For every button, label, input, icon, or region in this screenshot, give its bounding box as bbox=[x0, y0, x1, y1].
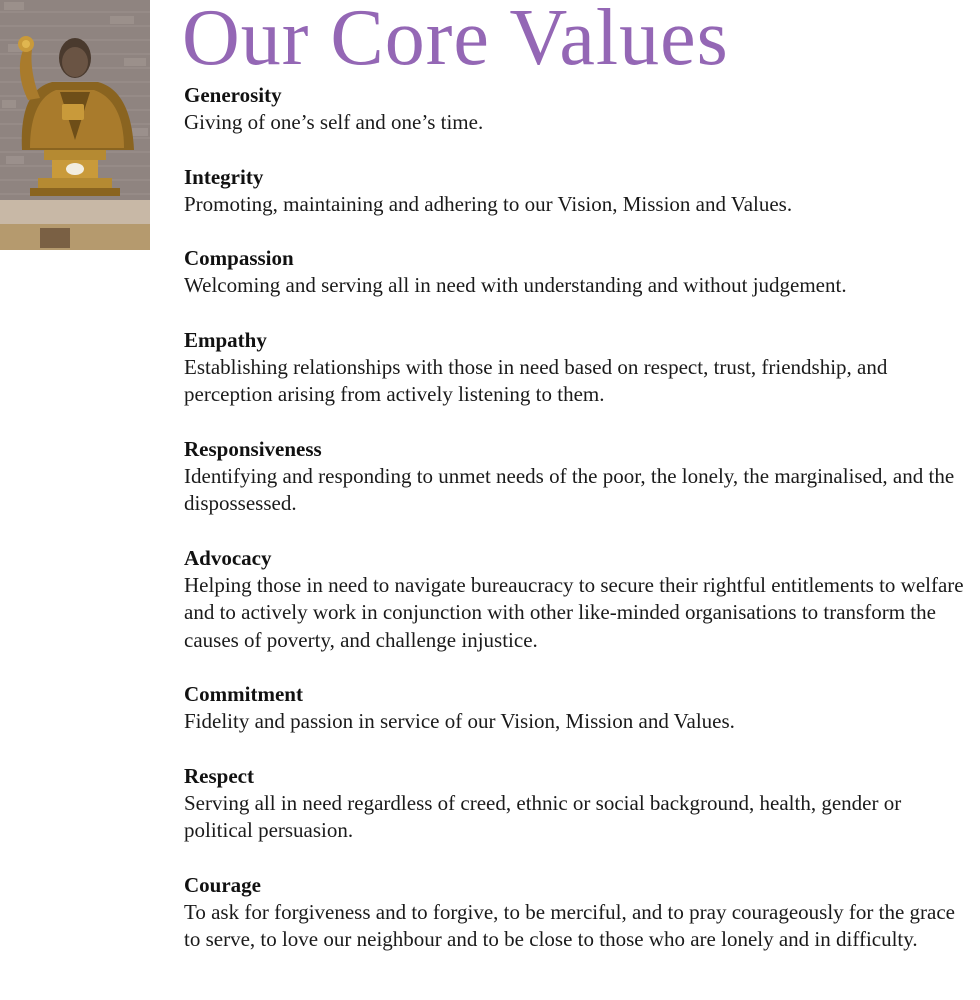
value-item-empathy bbox=[184, 327, 964, 409]
value-heading: Empathy bbox=[184, 327, 267, 352]
value-item-courage bbox=[184, 872, 964, 954]
value-description: Serving all in need regardless of creed, ethnic or social background, health, gender or political persuasion. bbox=[184, 790, 902, 842]
value-item-generosity bbox=[184, 82, 964, 137]
value-item-responsiveness bbox=[184, 436, 964, 518]
value-description: Helping those in need to navigate bureaucracy to secure their rightful entitlements to welfare and to actively work in conjunction with other like-minded organisations to transform the causes of poverty, and challenge injustice. bbox=[184, 572, 964, 652]
value-item-respect bbox=[184, 763, 964, 845]
value-item-integrity bbox=[184, 164, 964, 219]
page-title: Our Core Values bbox=[182, 0, 729, 82]
value-description: Fidelity and passion in service of our Vision, Mission and Values. bbox=[184, 709, 735, 733]
value-heading: Respect bbox=[184, 763, 254, 788]
value-heading: Advocacy bbox=[184, 545, 272, 570]
value-heading: Integrity bbox=[184, 164, 264, 189]
value-description: Establishing relationships with those in need based on respect, trust, friendship, and perception arising from actively listening to them. bbox=[184, 354, 888, 406]
core-values-list bbox=[184, 82, 964, 981]
value-heading: Courage bbox=[184, 872, 261, 897]
value-description: Giving of one’s self and one’s time. bbox=[184, 110, 484, 134]
value-description: Identifying and responding to unmet needs of the poor, the lonely, the marginalised, and the dispossessed. bbox=[184, 463, 955, 515]
value-description: Welcoming and serving all in need with understanding and without judgement. bbox=[184, 273, 847, 297]
value-heading: Compassion bbox=[184, 246, 294, 270]
value-item-advocacy bbox=[184, 545, 964, 655]
value-item-compassion bbox=[184, 245, 964, 300]
saint-statue-photo bbox=[0, 0, 150, 250]
value-description: To ask for forgiveness and to forgive, to be merciful, and to pray courageously for the grace to serve, to love our neighbour and to be close to those who are lonely and in difficulty. bbox=[184, 899, 956, 951]
value-heading: Commitment bbox=[184, 682, 303, 706]
value-description: Promoting, maintaining and adhering to our Vision, Mission and Values. bbox=[184, 191, 793, 216]
value-heading: Responsiveness bbox=[184, 436, 322, 461]
value-heading: Generosity bbox=[184, 83, 282, 107]
value-item-commitment bbox=[184, 681, 964, 736]
